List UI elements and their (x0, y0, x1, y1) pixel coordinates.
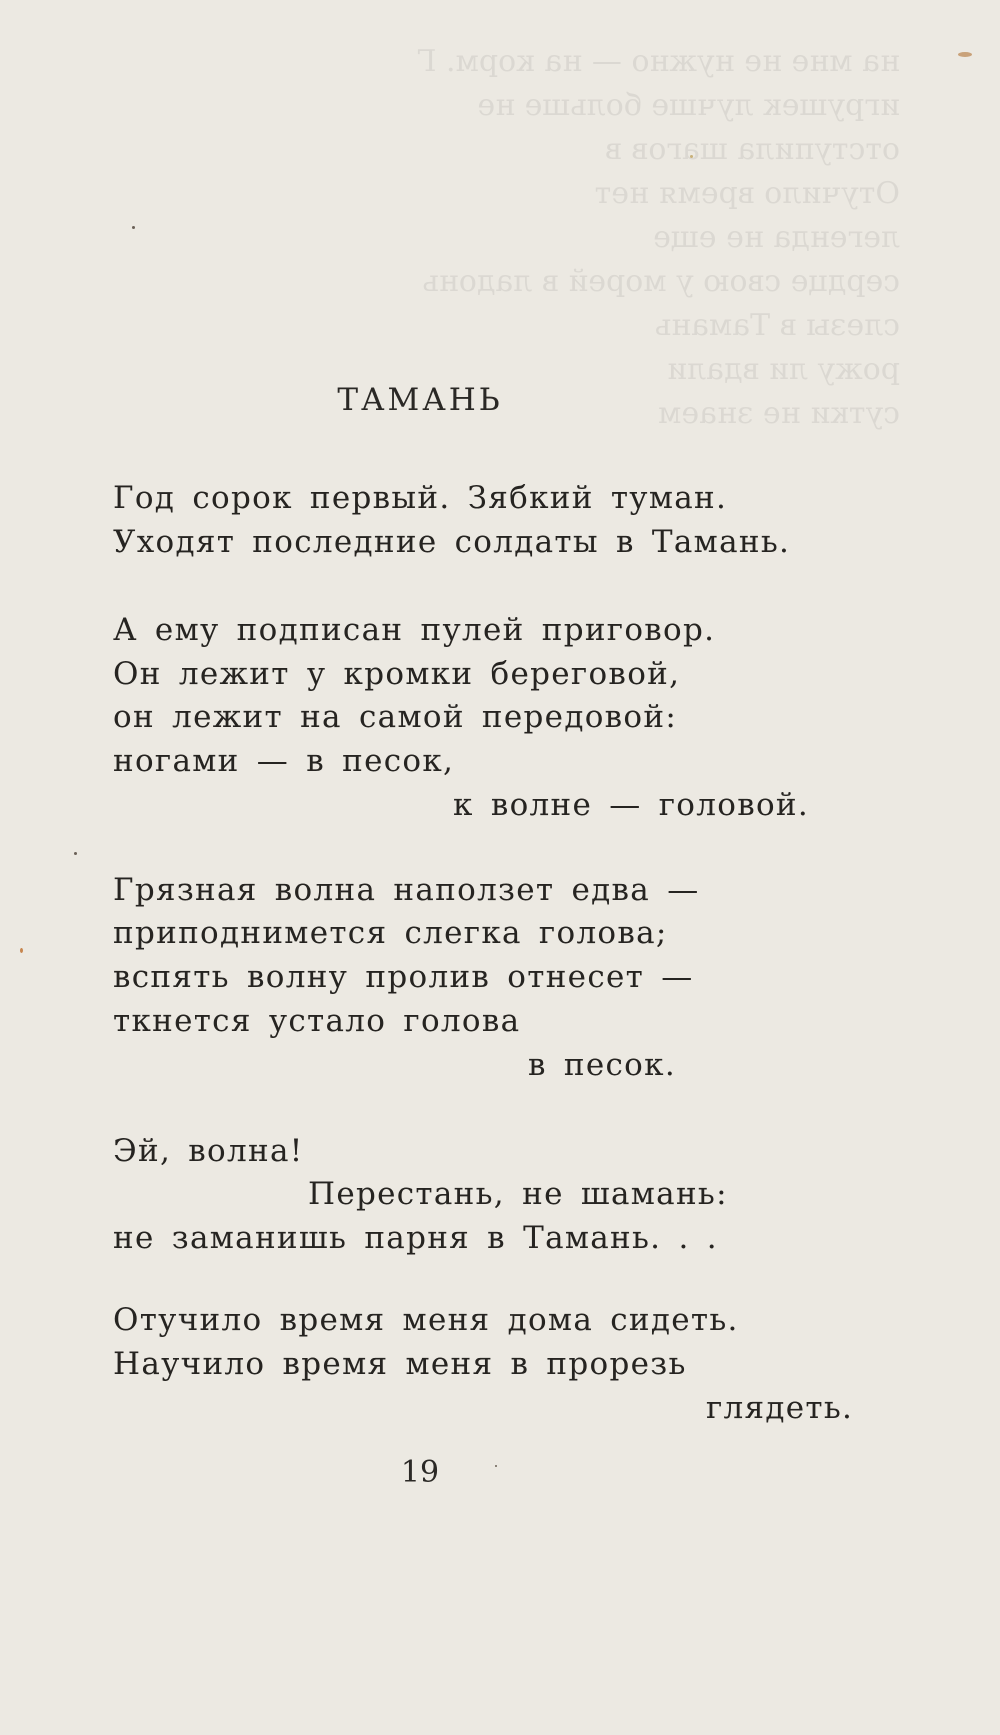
poem-title: ТАМАНЬ (337, 382, 503, 418)
poem-line: ткнется устало голова (113, 1003, 521, 1039)
paper-speck (495, 1465, 497, 1467)
poem-line: Эй, волна! (113, 1133, 304, 1169)
poem-line: Год сорок первый. Зябкий туман. (113, 480, 728, 516)
paper-speck (74, 852, 77, 855)
paper-speck (20, 948, 23, 953)
poem-line: А ему подписан пулей приговор. (113, 612, 716, 648)
bleed-through-text: на мне не нужно — на корм. Г игрушек лучше больше не отступила шагов в Отучило время нет легенда не еще сердце свою у морей в ладонь слезы в Тамань рожу ли вдали сутки не знаем (416, 44, 900, 431)
poem-line: Грязная волна наползет едва — (113, 872, 700, 908)
paper-speck (132, 226, 135, 229)
poem-line: к волне — головой. (453, 787, 810, 823)
paper-speck (690, 155, 693, 158)
paper-speck (958, 52, 972, 57)
poem-line: в песок. (528, 1047, 676, 1083)
poem-line: ногами — в песок, (113, 743, 455, 779)
poem-line: Отучило время меня дома сидеть. (113, 1302, 739, 1338)
poem-line: не заманишь парня в Тамань. . . (113, 1220, 718, 1256)
poem-line: приподнимется слегка голова; (113, 915, 668, 951)
poem-line: он лежит на самой передовой: (113, 699, 678, 735)
poem-line: глядеть. (706, 1390, 854, 1426)
poem-line: Уходят последние солдаты в Тамань. (113, 524, 791, 560)
poem-line: вспять волну пролив отнесет — (113, 959, 694, 995)
poem-line: Перестань, не шамань: (308, 1176, 728, 1212)
poem-line: Он лежит у кромки береговой, (113, 656, 681, 692)
page-number: 19 (400, 1455, 440, 1490)
poem-line: Научило время меня в прорезь (113, 1346, 687, 1382)
